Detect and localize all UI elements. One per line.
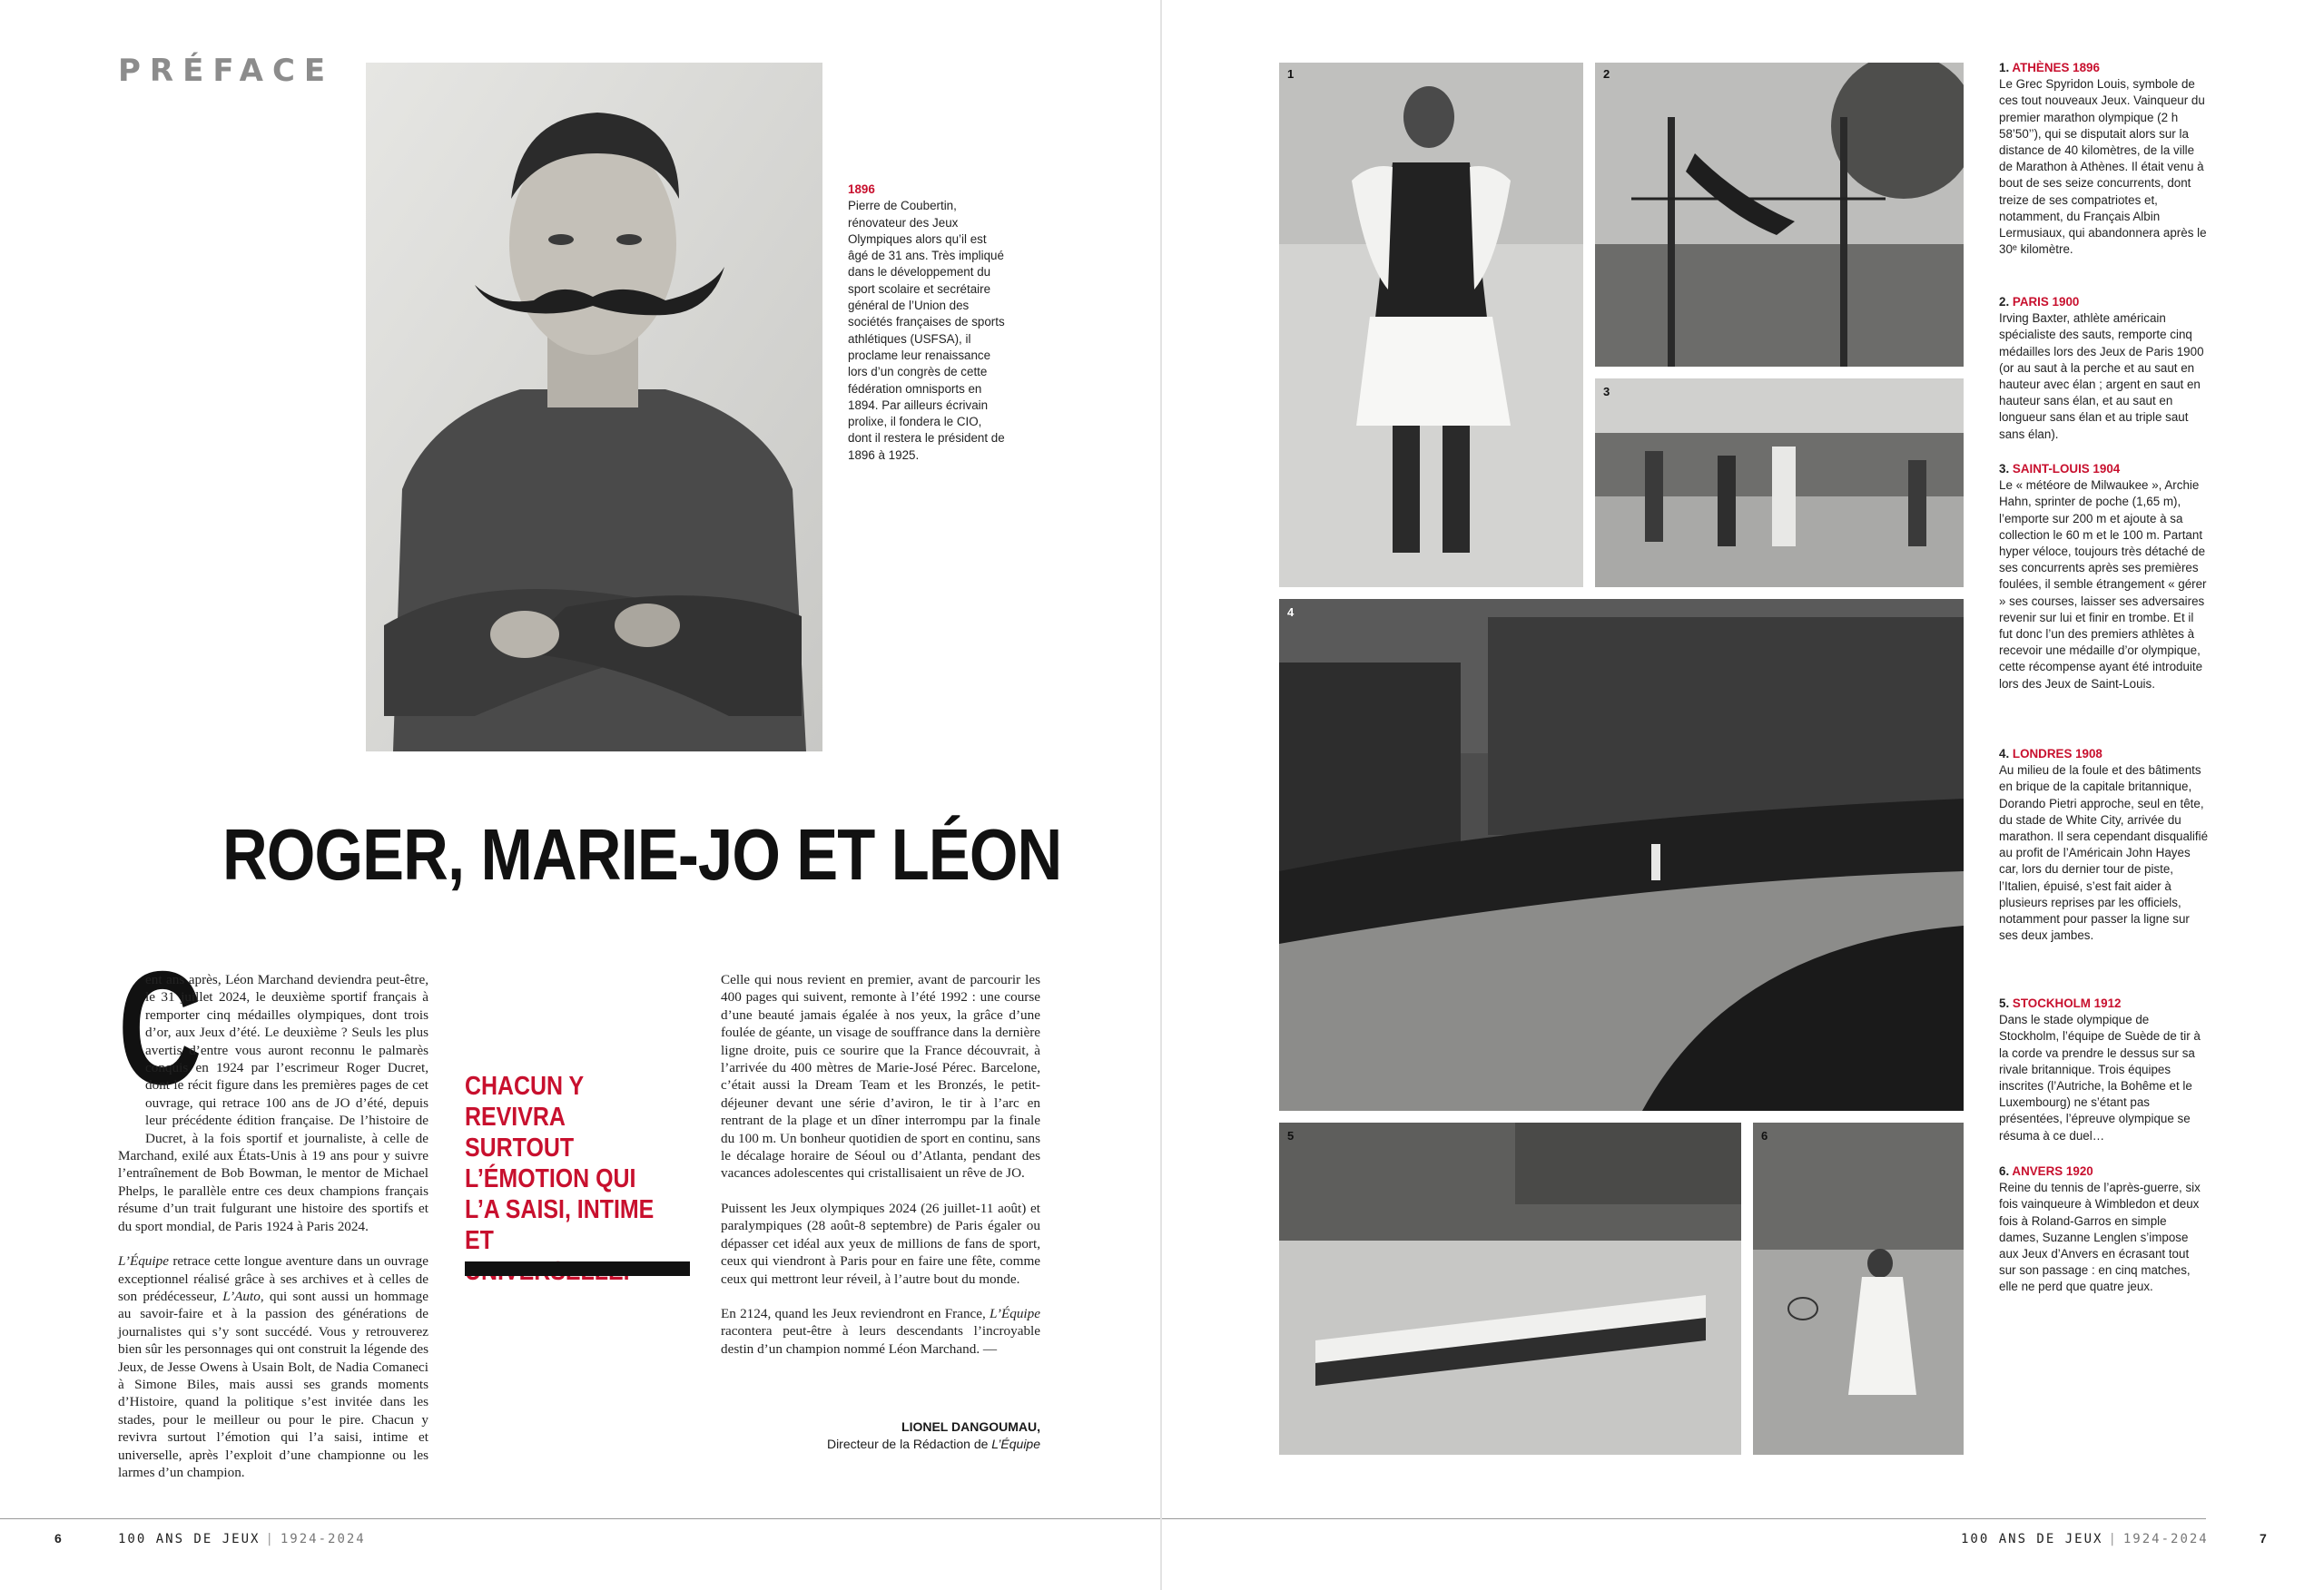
running-title-right: 100 ANS DE JEUX | 1924-2024 <box>1961 1532 2209 1546</box>
signature-role: Directeur de la Rédaction de L’Équipe <box>826 1437 1040 1451</box>
page-number-left: 6 <box>54 1531 62 1546</box>
caption-3: 3. SAINT-LOUIS 1904 Le « météore de Milwaukee », Archie Hahn, sprinter de poche (1,65 m), l’emporte sur 200 m et ajoute à sa collection le 60 m et le 100 m. Partant hyper véloce, toujours très détaché de ses concurrents après ses premières foulées, il semble étrangement « gérer » ses courses, laisser ses adversaires revenir sur lui et finir en trombe. Et il fut donc l’un des premiers athlètes à recevoir une médaille d’or olympique, cette récompense ayant été introduite lors des Jeux de Saint-Louis. <box>1999 462 2207 691</box>
body-column-2 <box>588 971 1040 1374</box>
photo-number-1: 1 <box>1287 67 1295 81</box>
article-title: ROGER, MARIE-JO ET LÉON <box>222 814 1062 895</box>
caption-5: 5. STOCKHOLM 1912 Dans le stade olympique de Stockholm, l’équipe de Suède de tir à la corde va prendre le dessus sur sa rivale britannique. Trois équipes inscrites (l’Autriche, la Bohême et le Luxembourg) ne s’étant pas présentées, l’épreuve olympique se résuma à ce duel… <box>1999 996 2201 1143</box>
signature <box>708 1418 1040 1453</box>
caption-1: 1. ATHÈNES 1896 Le Grec Spyridon Louis, symbole de ces tout nouveaux Jeux. Vainqueur du premier marathon olympique (2 h 58’50’’), qui se disputait alors sur la distance de 40 kilomètres, de la ville de Marathon à Athènes. Il était venu à bout de ses seize concurrents, dont treize de ses compatriotes et, notamment, du Français Albin Lermusiaux, qui abandonnera après le 30ᵉ kilomètre. <box>1999 61 2207 257</box>
photo-number-3: 3 <box>1603 385 1610 398</box>
photo-number-4: 4 <box>1287 605 1295 619</box>
photo-2-paris-1900 <box>1595 63 1964 367</box>
photo-1-athens-1896 <box>1279 63 1583 587</box>
col1-paragraph-1: ent ans après, Léon Marchand deviendra peut-être, le 31 juillet 2024, le deuxième sportif français à remporter cinq médailles olympiques, dont trois d’or, aux Jeux d’été. Le deuxième ? Seuls les plus avertis d’entre vous auront reconnu le palmarès conquis en 1924 par l’escrimeur Roger Ducret, dont le récit figure dans les premières pages de cet ouvrage, qui retrace 100 ans de JO d’été, depuis leur précédente édition française. De l’histoire de Ducret, à la fois sportif et journaliste, à celle de Marchand, exilé aux États-Unis à 19 ans pour y suivre l’entraînement de Bob Bowman, le mentor de Michael Phelps, le parallèle entre ces deux champions français résume d’un trait fulgurant une histoire des sportifs et du sport mondial, de Paris 1924 à Paris 2024. <box>118 972 428 1234</box>
page-number-right: 7 <box>2260 1531 2267 1546</box>
portrait-photo-coubertin <box>366 63 822 751</box>
left-page <box>0 0 1160 1590</box>
photo-6-antwerp-1920 <box>1753 1123 1964 1455</box>
caption-2: 2. PARIS 1900 Irving Baxter, athlète américain spécialiste des sauts, remporte cinq médailles lors des Jeux de Paris 1900 (or au saut à la perche et au saut en hauteur avec élan ; argent en saut en hauteur sans élan, et au saut en longueur sans élan et au triple saut sans élan). <box>1999 295 2204 441</box>
running-title-left: 100 ANS DE JEUX | 1924-2024 <box>118 1532 366 1546</box>
photo-3-saint-louis-1904 <box>1595 378 1964 587</box>
caption-4: 4. LONDRES 1908 Au milieu de la foule et des bâtiments en brique de la capitale britannique, Dorando Pietri approche, seul en tête, du stade de White City, arrivée du marathon. Il sera cependant disqualifié au profit de l’Américain John Hayes car, lors du dernier tour de piste, l’Italien, épuisé, s’est fait aider à plusieurs reprises par les officiels, notamment pour passer la ligne sur ses deux jambes. <box>1999 747 2209 943</box>
portrait-caption <box>848 182 1007 464</box>
footer-rule-left <box>0 1518 1160 1519</box>
photo-number-2: 2 <box>1603 67 1610 81</box>
col2-paragraph-2: Puissent les Jeux olympiques 2024 (26 juillet-11 août) et paralympiques (28 août-8 septembre) de Paris égaler ou dépasser cet idéal aux yeux de millions de fans de sport, ceux qui viendront à Paris pour en faire une fête, comme ceux qui mettront leur réveil, à l’autre bout du monde. <box>721 1200 1040 1287</box>
caption-6: 6. ANVERS 1920 Reine du tennis de l’après-guerre, six fois vainqueure à Wimbledon et deux fois à Roland-Garros en simple dames, Suzanne Lenglen s’impose aux Jeux d’Anvers en écrasant tout sur son passage : en cinq matches, elle ne perd que quatre jeux. <box>1999 1164 2201 1294</box>
photo-4-london-1908 <box>1279 599 1964 1111</box>
col2-paragraph-1: Celle qui nous revient en premier, avant de parcourir les 400 pages qui suivent, remonte à l’été 1992 : une course d’une beauté jamais égalée à nos yeux, la grâce d’une foulée de géante, un visage de souffrance dans la dernière ligne droite, puis ce sourire que la France découvrait, à l’arrivée du 400 mètres de Marie-José Pérec. Barcelone, c’était aussi la Dream Team et les Bronzés, le petit-déjeuner devant une série d’aviron, le tir à l’arc en rentrant de la plage et un dîner interrompu par la finale du 100 m. Un bonheur quotidien de sport en continu, sans le décalage horaire de Séoul ou d’Atlanta, pendant des vacances adolescentes qui cristallisaient un rêve de JO. <box>721 972 1040 1182</box>
portrait-caption-text: Pierre de Coubertin, rénovateur des Jeux Olympiques alors qu’il est âgé de 31 ans. Très impliqué dans le développement du sport scolaire et secrétaire général de l’Union des sociétés françaises de sports athlétiques (USFSA), il proclame leur renaissance lors d’un congrès de cette fédération omnisports en 1894. Par ailleurs écrivain prolixe, il fondera le CIO, dont il restera le président de 1896 à 1925. <box>848 199 1005 462</box>
body-column-1 <box>118 971 428 1481</box>
photo-5-stockholm-1912 <box>1279 1123 1741 1455</box>
right-page <box>1162 0 2324 1590</box>
pull-quote: CHACUN Y REVIVRA SURTOUT L’ÉMOTION QUI L’A SAISI, INTIME ET <box>465 1072 655 1255</box>
col2-paragraph-3: En 2124, quand les Jeux reviendront en France, L’Équipe racontera peut-être à leurs descendants l’incroyable destin d’un champion nommé Léon Marchand. — <box>721 1305 1040 1357</box>
signature-name: LIONEL DANGOUMAU, <box>901 1419 1040 1434</box>
photo-number-5: 5 <box>1287 1129 1295 1143</box>
portrait-caption-year: 1896 <box>848 182 875 196</box>
photo-number-6: 6 <box>1761 1129 1768 1143</box>
footer-rule-right <box>1162 1518 2206 1519</box>
drop-cap: C <box>118 937 202 1118</box>
col1-paragraph-2: L’Équipe retrace cette longue aventure dans un ouvrage exceptionnel réalisé grâce à ses archives et à celles de son prédécesseur, L’Auto, qui sont aussi un hommage au savoir-faire et à la passion des générations de journalistes qui s’y sont succédé. Vous y retrouverez bien sûr les personnages qui ont construit la légende des Jeux, de Jesse Owens à Usain Bolt, de Nadia Comaneci à Simone Biles, mais aussi ses grands moments d’Histoire, quand la politique s’est invitée dans les stades, pour le meilleur ou pour le pire. Chacun y revivra surtout l’émotion qui l’a saisi, intime et universelle, après l’exploit d’une championne ou les larmes d’un champion. <box>118 1253 428 1480</box>
section-label: PRÉFACE <box>118 53 335 89</box>
